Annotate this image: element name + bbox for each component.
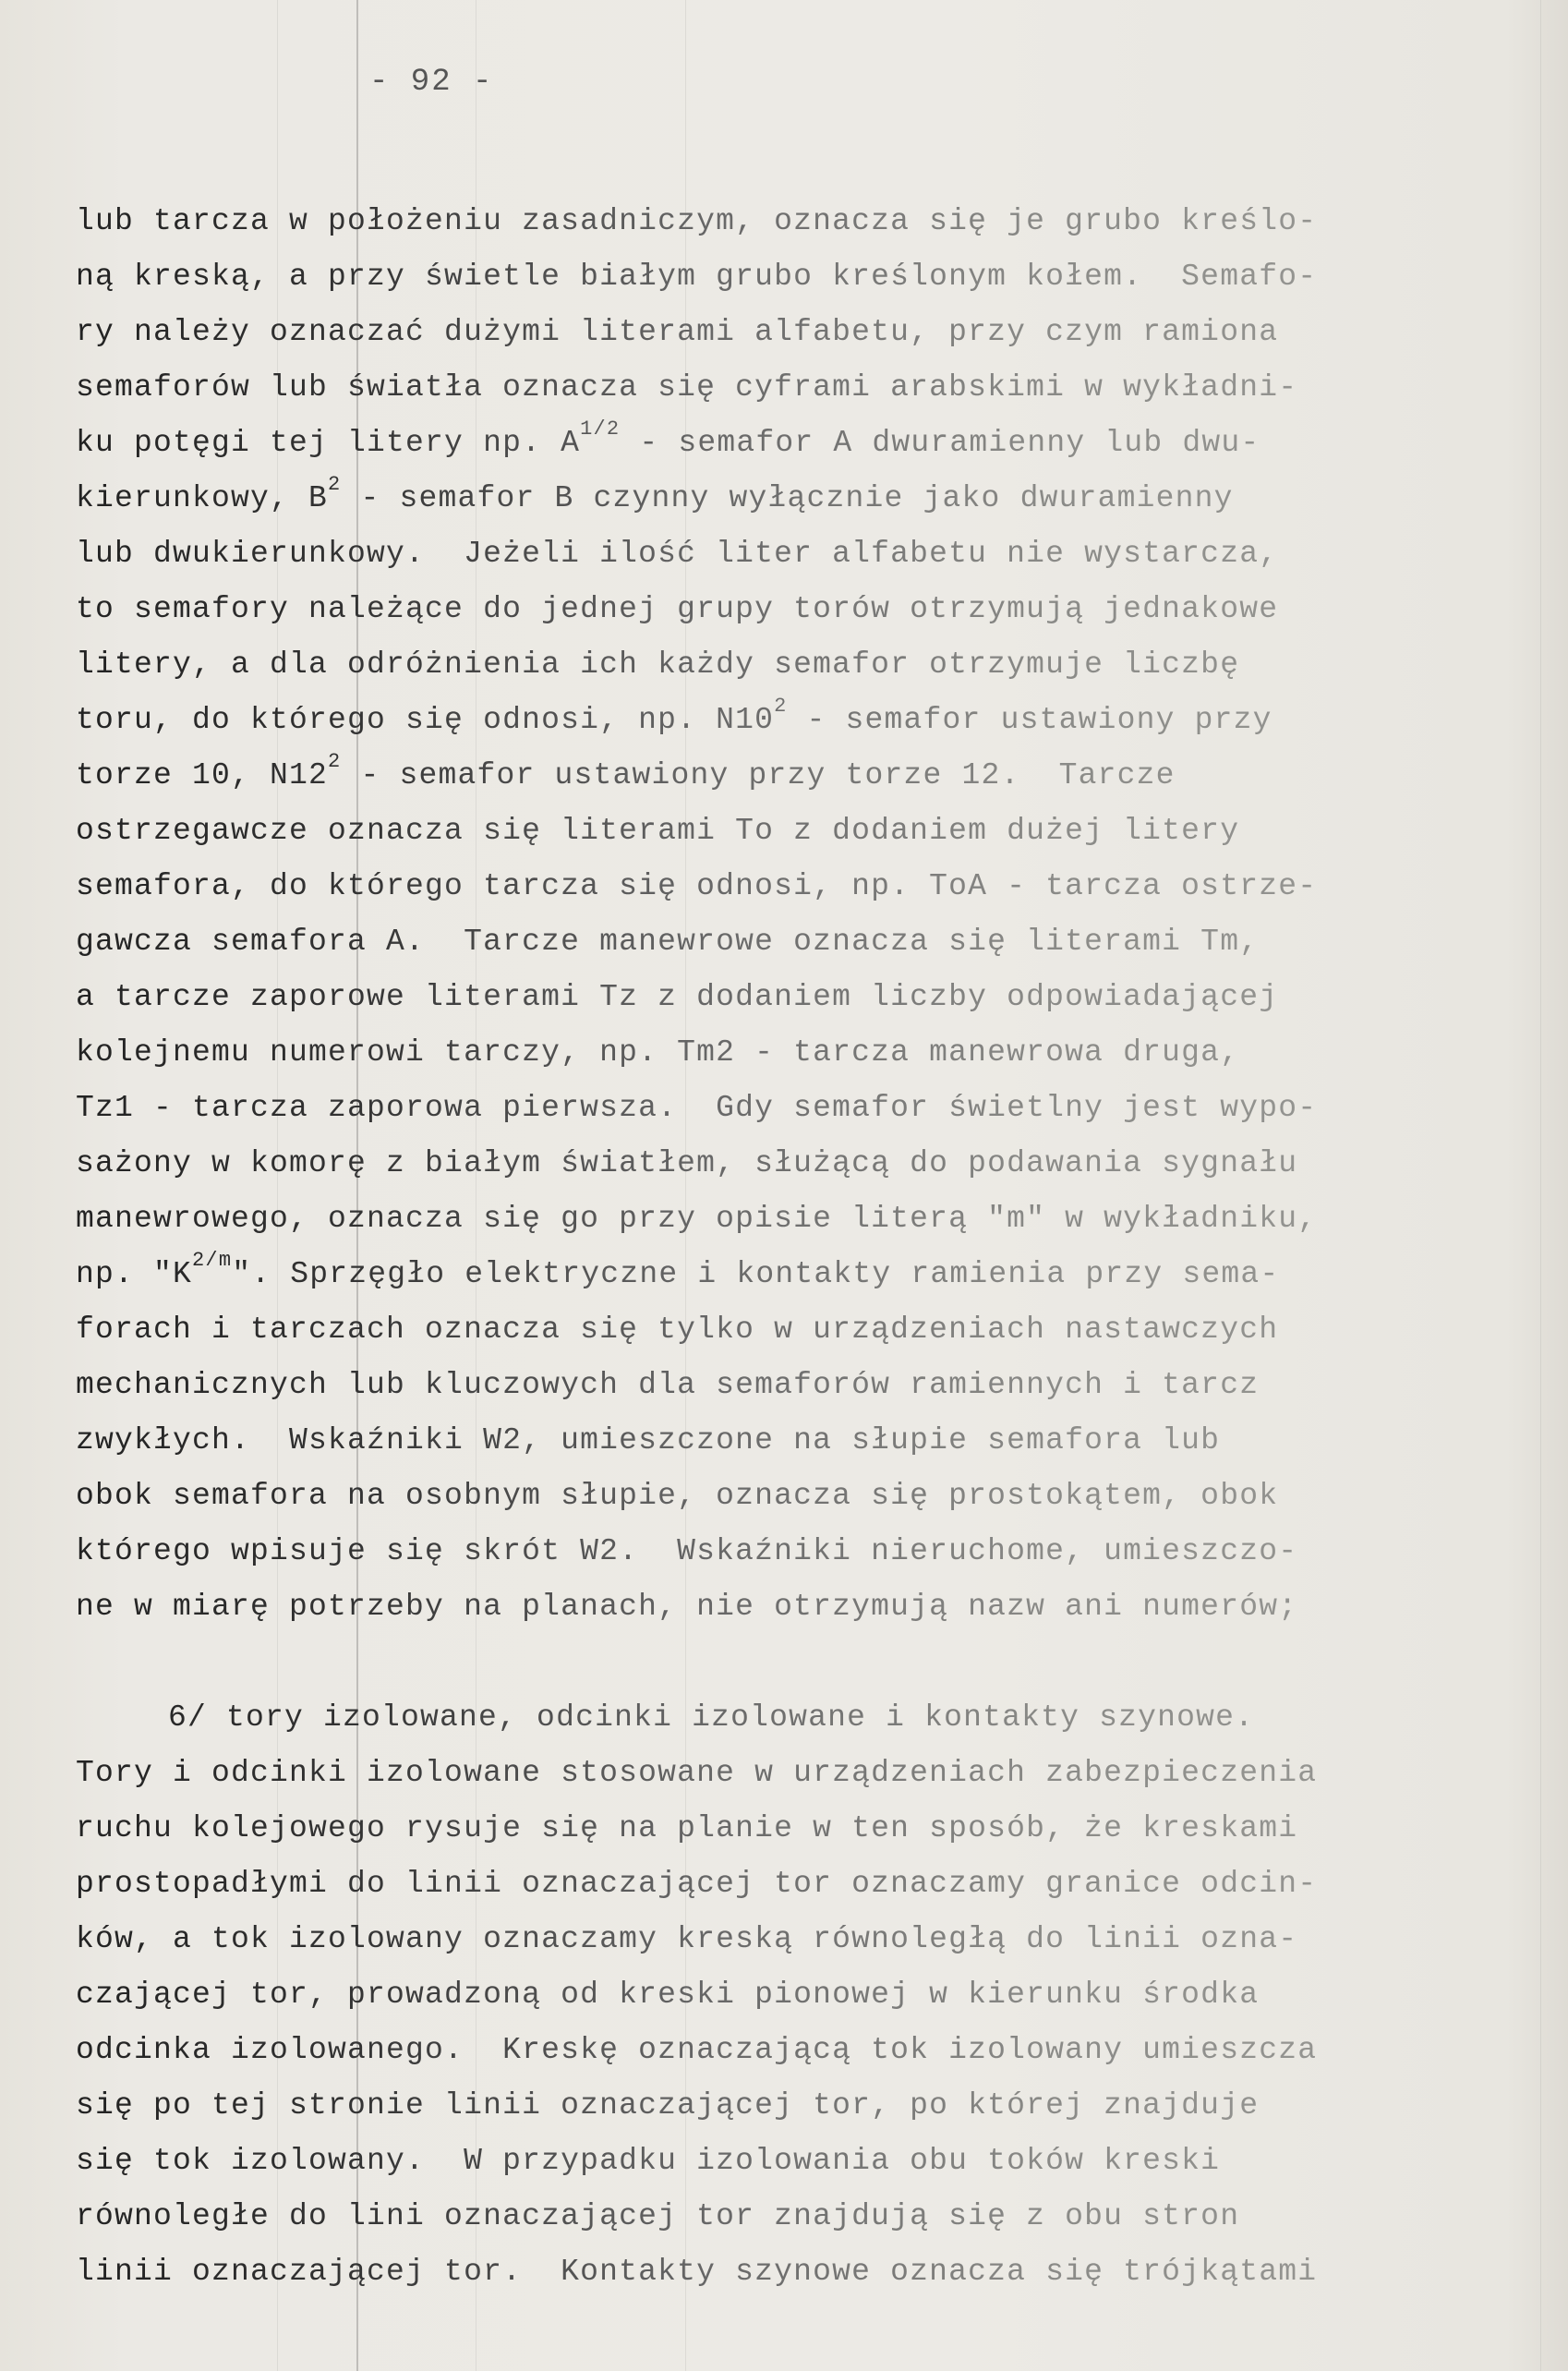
text-segment: forach i tarczach oznacza się tylko w urządzeniach nastawczych xyxy=(76,1313,1279,1347)
paragraph-gap xyxy=(76,1635,1461,1690)
text-line xyxy=(76,1358,1461,1413)
text-line xyxy=(76,637,1461,693)
paragraph xyxy=(76,194,1461,1635)
text-segment: a tarcze zaporowe literami Tz z dodaniem liczby odpowiadającej xyxy=(76,980,1279,1014)
text-line xyxy=(76,1081,1461,1136)
text-segment: się po tej stronie linii oznaczającej tor, po której znajduje xyxy=(76,2088,1260,2123)
text-segment: prostopadłymi do linii oznaczającej tor oznaczamy granice odcin- xyxy=(76,1867,1318,1901)
paragraph xyxy=(76,1690,1461,2300)
text-segment: równoległe do lini oznaczającej tor znajdują się z obu stron xyxy=(76,2199,1240,2233)
text-line xyxy=(76,360,1461,416)
text-line xyxy=(76,1746,1461,1801)
text-line xyxy=(76,748,1461,804)
text-segment: kolejnemu numerowi tarczy, np. Tm2 - tarcza manewrowa druga, xyxy=(76,1035,1240,1070)
superscript: 2 xyxy=(328,750,342,773)
text-segment: zwykłych. Wskaźniki W2, umieszczone na słupie semafora lub xyxy=(76,1423,1221,1458)
text-line xyxy=(76,1302,1461,1358)
text-line xyxy=(76,2078,1461,2134)
text-line xyxy=(76,1247,1461,1302)
text-line xyxy=(76,194,1461,249)
text-segment: semaforów lub światła oznacza się cyframi arabskimi w wykładni- xyxy=(76,370,1298,405)
section-heading-line xyxy=(76,1690,1461,1746)
text-line xyxy=(76,1136,1461,1192)
text-segment: linii oznaczającej tor. Kontakty szynowe oznacza się trójkątami xyxy=(76,2255,1318,2289)
text-line xyxy=(76,416,1461,471)
text-line xyxy=(76,249,1461,305)
text-line xyxy=(76,804,1461,859)
text-line xyxy=(76,1857,1461,1912)
text-line xyxy=(76,970,1461,1025)
text-segment: ku potęgi tej litery np. A xyxy=(76,426,581,460)
text-segment: litery, a dla odróżnienia ich każdy semafor otrzymuje liczbę xyxy=(76,647,1240,682)
text-line xyxy=(76,859,1461,914)
text-line xyxy=(76,1912,1461,1967)
text-segment: lub tarcza w położeniu zasadniczym, oznacza się je grubo kreślo- xyxy=(76,204,1318,238)
superscript: 1/2 xyxy=(580,417,621,441)
paper-edge xyxy=(1540,0,1541,2371)
superscript: 2 xyxy=(774,695,788,718)
text-segment: ne w miarę potrzeby na planach, nie otrzymują nazw ani numerów; xyxy=(76,1590,1298,1624)
text-line xyxy=(76,1967,1461,2023)
text-segment: sażony w komorę z białym światłem, służącą do podawania sygnału xyxy=(76,1146,1298,1180)
text-segment: czającej tor, prowadzoną od kreski pionowej w kierunku środka xyxy=(76,1978,1260,2012)
text-segment: to semafory należące do jednej grupy torów otrzymują jednakowe xyxy=(76,592,1279,626)
text-line xyxy=(76,1801,1461,1857)
text-segment: ry należy oznaczać dużymi literami alfabetu, przy czym ramiona xyxy=(76,315,1279,349)
text-segment: lub dwukierunkowy. Jeżeli ilość liter alfabetu nie wystarcza, xyxy=(76,537,1279,571)
text-line xyxy=(76,2244,1461,2300)
superscript: 2/m xyxy=(192,1249,233,1272)
text-segment: semafora, do którego tarcza się odnosi, np. ToA - tarcza ostrze- xyxy=(76,869,1318,903)
page-number: - 92 - xyxy=(369,65,494,100)
text-segment: ". Sprzęgło elektryczne i kontakty ramienia przy sema- xyxy=(232,1257,1280,1291)
text-line xyxy=(76,1524,1461,1579)
text-line xyxy=(76,914,1461,970)
text-segment: np. "K xyxy=(76,1257,193,1291)
text-segment: 6/ tory izolowane, odcinki izolowane i kontakty szynowe. xyxy=(168,1700,1255,1735)
text-segment: torze 10, N12 xyxy=(76,758,329,792)
text-line xyxy=(76,1413,1461,1469)
text-segment: - semafor ustawiony przy torze 12. Tarcze xyxy=(341,758,1176,792)
text-line xyxy=(76,2189,1461,2244)
text-segment: odcinka izolowanego. Kreskę oznaczającą tok izolowany umieszcza xyxy=(76,2033,1318,2067)
text-segment: manewrowego, oznacza się go przy opisie literą "m" w wykładniku, xyxy=(76,1202,1318,1236)
text-line xyxy=(76,1469,1461,1524)
superscript: 2 xyxy=(328,473,342,496)
text-line xyxy=(76,305,1461,360)
text-segment: którego wpisuje się skrót W2. Wskaźniki nieruchome, umieszczo- xyxy=(76,1534,1298,1568)
text-line xyxy=(76,471,1461,526)
text-segment: gawcza semafora A. Tarcze manewrowe oznacza się literami Tm, xyxy=(76,925,1260,959)
text-line xyxy=(76,1579,1461,1635)
text-segment: ków, a tok izolowany oznaczamy kreską równoległą do linii ozna- xyxy=(76,1922,1298,1956)
text-segment: ruchu kolejowego rysuje się na planie w ten sposób, że kreskami xyxy=(76,1811,1298,1845)
text-segment: się tok izolowany. W przypadku izolowania obu toków kreski xyxy=(76,2144,1221,2178)
text-segment: Tz1 - tarcza zaporowa pierwsza. Gdy semafor świetlny jest wypo- xyxy=(76,1091,1318,1125)
text-line xyxy=(76,2023,1461,2078)
text-line xyxy=(76,1025,1461,1081)
text-segment: - semafor A dwuramienny lub dwu- xyxy=(620,426,1260,460)
text-segment: kierunkowy, B xyxy=(76,481,329,515)
text-segment: ną kreską, a przy świetle białym grubo kreślonym kołem. Semafo- xyxy=(76,260,1318,294)
text-segment: - semafor ustawiony przy xyxy=(787,703,1272,737)
text-line xyxy=(76,1192,1461,1247)
text-line xyxy=(76,526,1461,582)
text-segment: toru, do którego się odnosi, np. N10 xyxy=(76,703,775,737)
document-body xyxy=(76,194,1461,2300)
text-segment: mechanicznych lub kluczowych dla semaforów ramiennych i tarcz xyxy=(76,1368,1260,1402)
text-segment: obok semafora na osobnym słupie, oznacza się prostokątem, obok xyxy=(76,1479,1279,1513)
text-line xyxy=(76,582,1461,637)
text-segment: - semafor B czynny wyłącznie jako dwuramienny xyxy=(341,481,1234,515)
text-segment: ostrzegawcze oznacza się literami To z dodaniem dużej litery xyxy=(76,814,1240,848)
text-line xyxy=(76,2134,1461,2189)
text-segment: Tory i odcinki izolowane stosowane w urządzeniach zabezpieczenia xyxy=(76,1756,1318,1790)
text-line xyxy=(76,693,1461,748)
